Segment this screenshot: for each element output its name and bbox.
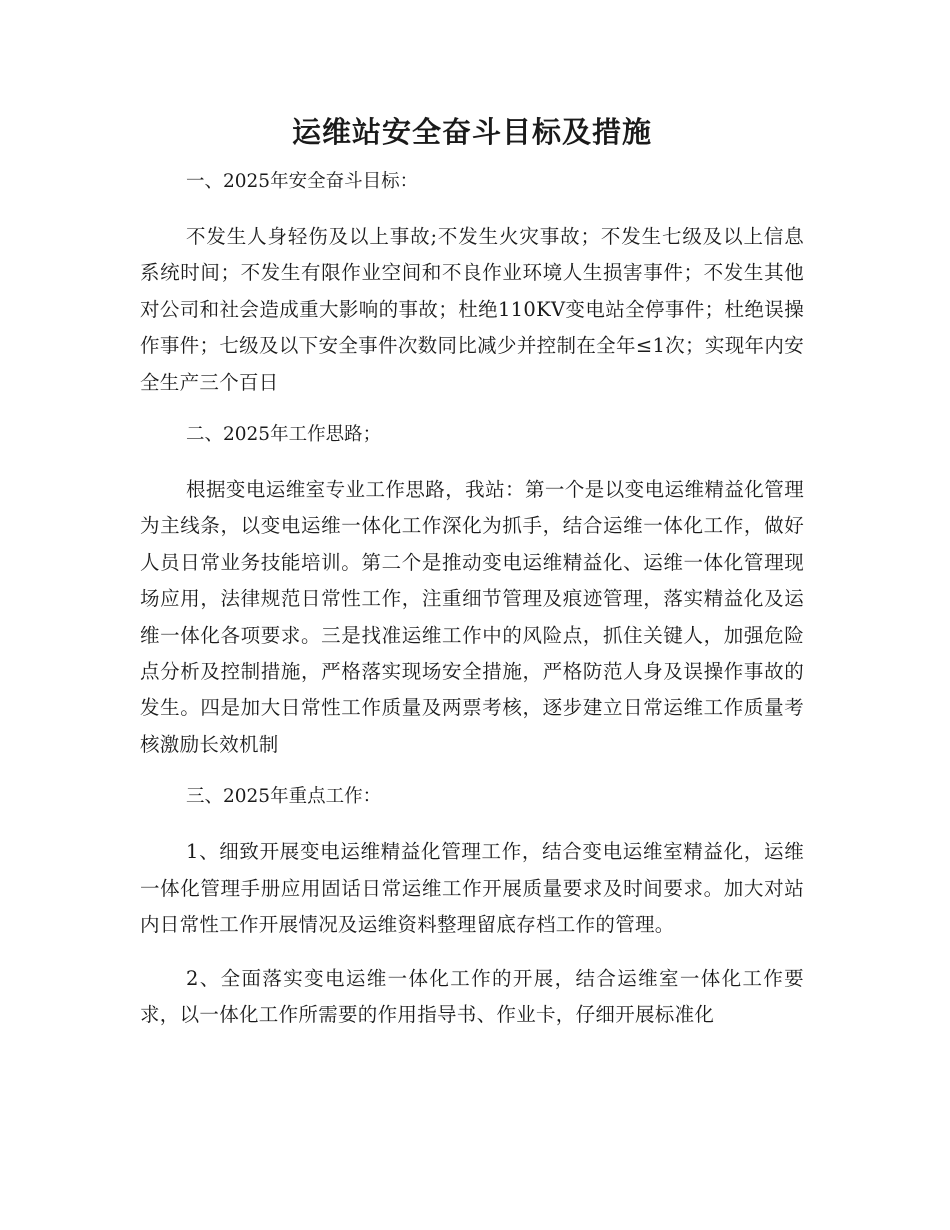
goals-paragraph: 不发生人身轻伤及以上事故;不发生火灾事故；不发生七级及以上信息系统时间；不发生有限作业空间和不良作业环境人生损害事件；不发生其他对公司和社会造成重大影响的事故；杜绝110KV变电站全停事件；杜绝误操作事件；七级及以下安全事件次数同比减少并控制在全年≤1次；实现年内安全生产三个百日	[140, 225, 804, 394]
approach-paragraph: 根据变电运维室专业工作思路，我站：第一个是以变电运维精益化管理为主线条，以变电运维一体化工作深化为抓手，结合运维一体化工作，做好人员日常业务技能培训。第二个是推动变电运维精益化、运维一体化管理现场应用，法律规范日常性工作，注重细节管理及痕迹管理，落实精益化及运维一体化各项要求。三是找准运维工作中的风险点，抓住关键人，加强危险点分析及控制措施，严格落实现场安全措施，严格防范人身及误操作事故的发生。四是加大日常性工作质量及两票考核，逐步建立日常运维工作质量考核激励长效机制	[140, 478, 804, 756]
document-page	[140, 108, 804, 1050]
document-title: 运维站安全奋斗目标及措施	[291, 115, 652, 149]
section-heading-key-work: 三、2025年重点工作：	[186, 786, 382, 808]
section-heading-approach: 二、2025年工作思路；	[186, 424, 382, 446]
section-heading-goals: 一、2025年安全奋斗目标：	[186, 171, 419, 192]
key-work-paragraph-2: 2、全面落实变电运维一体化工作的开展，结合运维室一体化工作要求，以一体化工作所需要的作用指导书、作业卡，仔细开展标准化	[140, 966, 804, 1026]
key-work-paragraph-1: 1、细致开展变电运维精益化管理工作，结合变电运维室精益化，运维一体化管理手册应用固话日常运维工作开展质量要求及时间要求。加大对站内日常性工作开展情况及运维资料整理留底存档工作的管理。	[140, 840, 804, 937]
